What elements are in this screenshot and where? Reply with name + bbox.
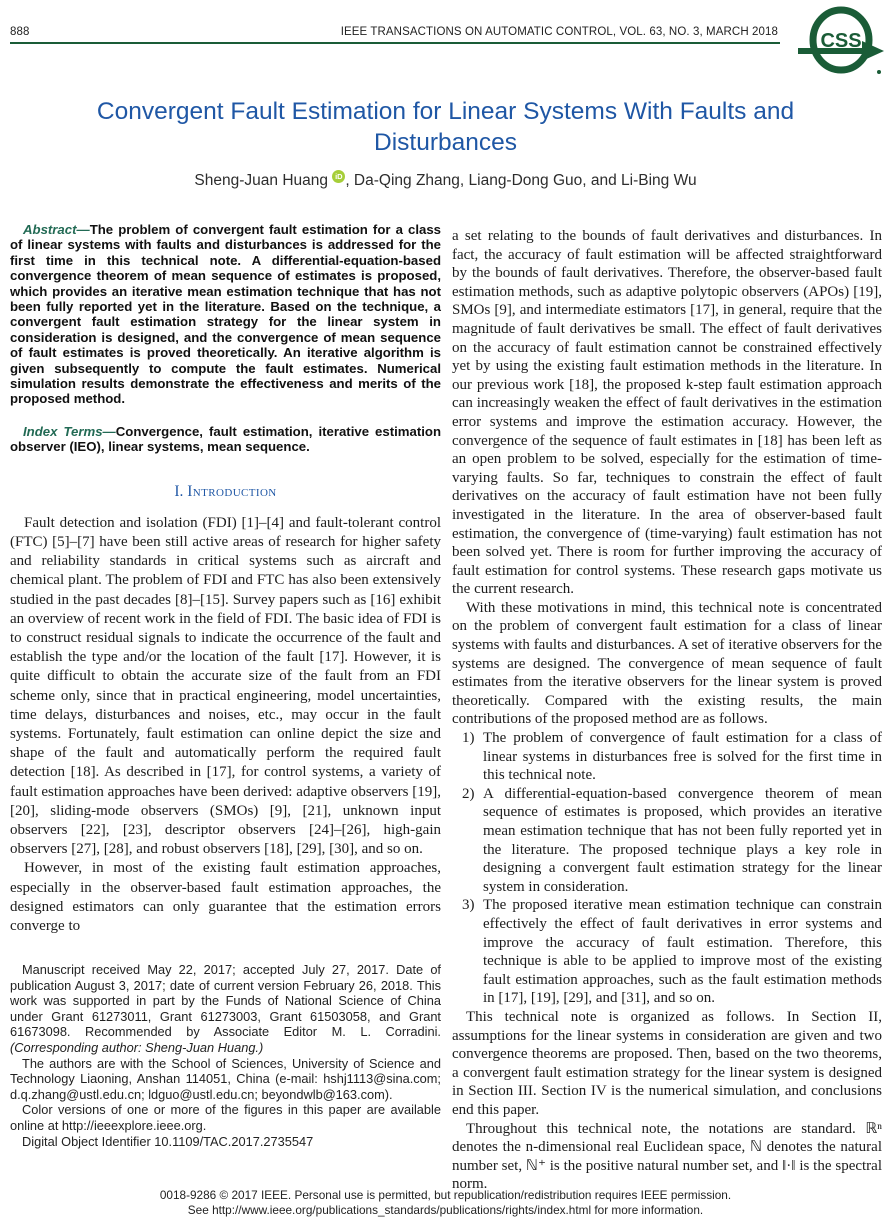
page-header <box>10 26 778 38</box>
list-item-text: The problem of convergence of fault estimation for a class of linear systems in disturbances free is solved for the first time in this technical note. <box>483 730 882 784</box>
list-item-text: The proposed iterative mean estimation technique can constrain effectively the effect of fault derivatives in error systems and improve the accuracy of fault estimation. Therefore, this technique is able to be applied to improve most of the existing fault estimation approaches, such as the fault estimation methods in [17], [19], [29], and [31], and so on. <box>483 897 882 1007</box>
footnote-color-versions: Color versions of one or more of the figures in this paper are available online at http://ieeexplore.ieee.org. <box>10 1102 441 1133</box>
footnote-affiliation: The authors are with the School of Sciences, University of Science and Technology Liaoning, Anshan 114051, China (e-mail: hshj1113@sina.com; d.q.zhang@ustl.edu.cn; ldguo@ustl.edu.cn; beyondwlb@163.com). <box>10 1055 441 1102</box>
footnote-manuscript-main: Manuscript received May 22, 2017; accepted July 27, 2017. Date of publication August 3, 2017; date of current version February 26, 2018. This work was supported in part by the Funds of National Science of China under Grant 61273011, Grant 61273003, Grant 61503058, and Grant 61673098. Recommended by Associate Editor M. L. Corradini. <box>10 962 441 1040</box>
section-number: I. <box>174 482 184 500</box>
css-logo-text: CSS <box>820 30 862 52</box>
intro-paragraph-1: Fault detection and isolation (FDI) [1]–[4] and fault-tolerant control (FTC) [5]–[7] have been still active areas of research for higher safety and reliability standards in critical systems such as aircraft and chemical plant. The problem of FDI and FTC has also been extensively studied in the past decades [8]–[15]. Survey papers such as [16] exhibit an overview of recent work in the field of FDI. The basic idea of FDI is to construct residual signals to indicate the occurrence of the fault and establish the type and/or the location of the fault [17]. However, it is quite difficult to obtain the accurate size of the fault from an FDI scheme only, since that in practical engineering, model uncertainties, time delays, disturbances and noises, etc., may occur in the fault systems. Fortunately, fault estimation can online depict the size and shape of the fault and automatically perform the required fault detection [18]. As described in [17], for control systems, a variety of fault estimation approaches have been derived: adaptive observers [19], [20], sliding-mode observers (SMOs) [9], [21], unknown input observers [22], [23], descriptor observers [24]–[26], high-gain observers [27], [28], and robust observers [18], [29], [30], and so on. <box>10 514 441 858</box>
list-item-number: 2) <box>462 785 475 802</box>
index-terms-label: Index Terms— <box>23 423 116 439</box>
index-terms <box>10 424 441 455</box>
abstract <box>10 222 441 407</box>
page-number: 888 <box>10 26 30 38</box>
copyright-footer <box>0 1188 891 1218</box>
author-first: Sheng-Juan Huang <box>194 172 328 190</box>
list-item <box>452 729 882 785</box>
section-word: Introduction <box>187 482 277 500</box>
right-paragraph-3: This technical note is organized as follows. In Section II, assumptions for the linear systems in consideration are given and two convergence theorems are proposed. Then, based on the two theorems, a convergent fault estimation strategy for the linear system is designed in Section III. Section IV is the numerical simulation, and conclusions end this paper. <box>452 1008 882 1118</box>
paper-title: Convergent Fault Estimation for Linear Systems With Faults and Disturbances <box>96 98 795 156</box>
list-item-number: 1) <box>462 730 475 747</box>
list-item <box>452 785 882 897</box>
author-line <box>45 170 846 190</box>
footnote-block <box>10 962 441 1149</box>
authors-rest: , Da-Qing Zhang, Liang-Dong Guo, and Li-Bing Wu <box>345 172 697 190</box>
css-society-logo <box>796 6 886 80</box>
orcid-icon: iD <box>332 170 345 183</box>
list-item-number: 3) <box>462 897 475 914</box>
footer-line-2: See http://www.ieee.org/publications_standards/publications/rights/index.html for more information. <box>187 1203 704 1217</box>
contributions-list <box>452 729 882 1008</box>
corresponding-author-note: (Corresponding author: Sheng-Juan Huang.) <box>10 1039 264 1055</box>
right-column <box>452 227 882 1194</box>
css-logo-icon <box>796 6 886 80</box>
intro-paragraph-2: However, in most of the existing fault estimation approaches, especially in the observer-based fault estimation approaches, the designed estimators can only guarantee that the estimation errors converge to <box>10 860 441 934</box>
abstract-text: The problem of convergent fault estimation for a class of linear systems with faults and disturbances is addressed for the first time in this technical note. A differential-equation-based convergence theorem of mean sequence of estimates is proposed, which provides an iterative mean estimation technique that has not been fully reported yet in the literature. Based on the technique, a convergent fault estimation strategy for the linear system in consideration is designed, and the convergence of mean sequence of fault estimates is proved theoretically. An iterative algorithm is given subsequently to compute the fault estimates. Numerical simulation results demonstrate the effectiveness and merits of the proposed method. <box>10 222 441 407</box>
footnote-manuscript <box>10 962 441 1056</box>
right-paragraph-4: Throughout this technical note, the notations are standard. ℝⁿ denotes the n-dimensional real Euclidean space, ℕ denotes the natural number set, ℕ⁺ is the positive natural number set, and ‖·‖ is the spectral norm. <box>452 1120 882 1193</box>
list-item <box>452 896 882 1008</box>
list-item-text: A differential-equation-based convergence theorem of mean sequence of estimates is proposed, which provides an iterative mean estimation technique that has not been fully reported yet in the literature. The proposed technique plays a key role in designing a convergent fault estimation strategy for the linear system in consideration. <box>483 785 882 895</box>
right-paragraph-1: a set relating to the bounds of fault derivatives and disturbances. In fact, the accuracy of fault estimation will be affected straightforward by the bounds of fault derivatives. Therefore, the observer-based fault estimation methods, such as adaptive polytopic observers (APOs) [19], SMOs [9], and intermediate estimators [17], in general, require that the magnitude of fault derivatives be small. The effect of fault derivatives on the accuracy of fault estimation cannot be constrained effectively yet by using the existing fault estimation methods in the literature. In our previous work [18], the proposed k-step fault estimation approach can increasingly weaken the effect of fault derivatives in the estimation error systems and improve the estimation accuracy. However, the convergence of the sequence of fault estimates in [18] has been left as an open problem to be solved, especially for the estimation of time-varying faults. So far, techniques to constrain the effect of fault derivatives on the accuracy of fault estimation have not been fully investigated in the literature. In the area of observer-based fault estimation, the convergence of (time-varying) fault estimation has not been solved yet. There is room for further improving the accuracy of fault estimation for control systems. These research gaps motivate us the current research. <box>452 228 882 598</box>
header-rule <box>10 42 780 44</box>
section-heading-introduction <box>10 483 441 501</box>
index-terms-text: Convergence, fault estimation, iterative estimation observer (IEO), linear systems, mean sequence. <box>10 423 441 455</box>
journal-header: IEEE TRANSACTIONS ON AUTOMATIC CONTROL, VOL. 63, NO. 3, MARCH 2018 <box>340 26 778 38</box>
abstract-label: Abstract— <box>23 222 90 237</box>
left-column <box>10 222 441 936</box>
footer-line-1: 0018-9286 © 2017 IEEE. Personal use is permitted, but republication/redistribution requires IEEE permission. <box>159 1188 732 1202</box>
footnote-doi: Digital Object Identifier 10.1109/TAC.2017.2735547 <box>22 1133 314 1149</box>
right-paragraph-2: With these motivations in mind, this technical note is concentrated on the problem of convergent fault estimation for a class of linear systems with faults and disturbances. A set of iterative observers for the systems are designed. The convergence of mean sequence of fault estimates from the iterative observers for the linear system is proved theoretically. Compared with the existing results, the main contributions of the proposed method are as follows. <box>452 599 882 728</box>
